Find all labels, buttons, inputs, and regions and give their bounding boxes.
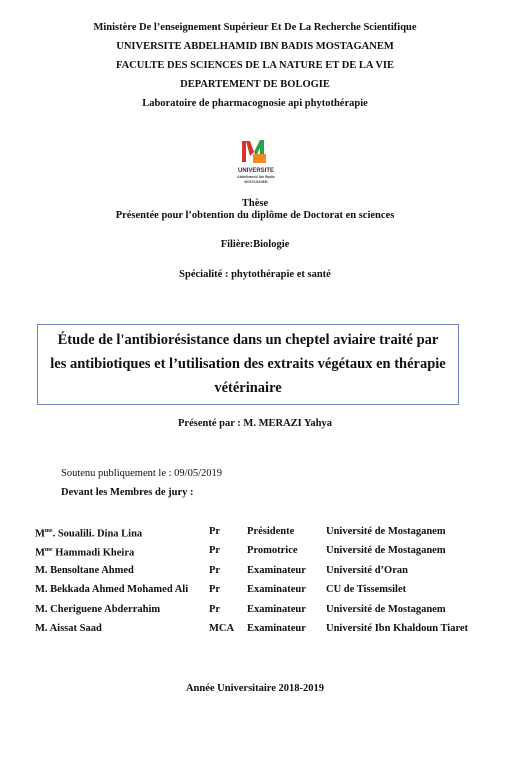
- university-logo: [232, 136, 280, 186]
- jury-name: $M^{me}$. Soualili. Dina Lina: [35, 528, 143, 540]
- thesis-title-line: vétérinaire: [214, 380, 282, 396]
- jury-role: Examinateur: [247, 564, 306, 576]
- university-name: UNIVERSITE ABDELHAMID IBN BADIS MOSTAGANEM: [116, 41, 394, 52]
- jury-table: [35, 525, 495, 641]
- laboratory-name: Laboratoire de pharmacognosie api phytothérapie: [142, 98, 368, 109]
- jury-name: $M^{me}$ Hammadi Kheira: [35, 547, 135, 559]
- defense-date: Soutenu publiquement le : 09/05/2019: [61, 468, 222, 479]
- jury-row: [35, 544, 495, 563]
- jury-name: M. Bekkada Ahmed Mohamed Ali: [35, 584, 189, 596]
- academic-year: Année Universitaire 2018-2019: [185, 683, 325, 694]
- jury-name: M. Bensoltane Ahmed: [35, 564, 134, 576]
- specialite-line: Spécialité : phytothérapie et santé: [179, 269, 331, 280]
- jury-row: [35, 603, 495, 622]
- jury-grade: Pr: [209, 584, 221, 596]
- jury-role: Examinateur: [247, 622, 306, 634]
- jury-role: Examinateur: [247, 603, 306, 615]
- faculty-name: FACULTE DES SCIENCES DE LA NATURE ET DE LA VIE: [115, 60, 395, 71]
- jury-university: Université Ibn Khaldoun Tiaret: [326, 622, 469, 634]
- jury-role: Promotrice: [247, 545, 298, 557]
- jury-role: Présidente: [247, 526, 295, 537]
- jury-university: CU de Tissemsilet: [326, 584, 407, 596]
- logo-text-main: UNIVERSITE: [237, 168, 275, 174]
- jury-grade: Pr: [209, 545, 221, 557]
- jury-grade: Pr: [209, 526, 221, 537]
- presented-by: Présenté par : M. MERAZI Yahya: [178, 418, 332, 429]
- logo-text-city: MOSTAGANEM: [244, 180, 268, 184]
- jury-grade: MCA: [209, 622, 235, 634]
- degree-line: Présentée pour l’obtention du diplôme de Doctorat en sciences: [115, 210, 395, 221]
- jury-grade: Pr: [209, 564, 221, 576]
- these-label: Thèse: [241, 198, 269, 209]
- jury-row: [35, 583, 495, 602]
- filiere-line: Filière:Biologie: [220, 239, 290, 250]
- jury-role: Examinateur: [247, 584, 306, 596]
- jury-row: [35, 525, 495, 544]
- jury-heading: Devant les Membres de jury :: [61, 487, 194, 498]
- jury-name: M. Aissat Saad: [35, 622, 102, 634]
- jury-row: [35, 564, 495, 583]
- jury-university: Université d’Oran: [326, 564, 408, 576]
- jury-university: Université de Mostaganem: [326, 526, 446, 537]
- jury-university: Université de Mostaganem: [326, 545, 446, 557]
- jury-row: [35, 622, 495, 641]
- department-name: DEPARTEMENT DE BOLOGIE: [180, 79, 330, 90]
- jury-grade: Pr: [209, 603, 221, 615]
- ministry-line: Ministère De l’enseignement Supérieur Et De La Recherche Scientifique: [93, 22, 417, 33]
- jury-name: M. Cheriguene Abderrahim: [35, 603, 161, 615]
- thesis-title-line: Étude de l'antibiorésistance dans un cheptel aviaire traité par: [57, 332, 439, 348]
- thesis-title: [38, 328, 458, 400]
- thesis-title-line: les antibiotiques et l’utilisation des extraits végétaux en thérapie: [50, 356, 446, 372]
- jury-university: Université de Mostaganem: [326, 603, 446, 615]
- thesis-title-box: [37, 324, 459, 405]
- logo-text-sub: Abdelhamid Ibn Badis: [237, 175, 275, 179]
